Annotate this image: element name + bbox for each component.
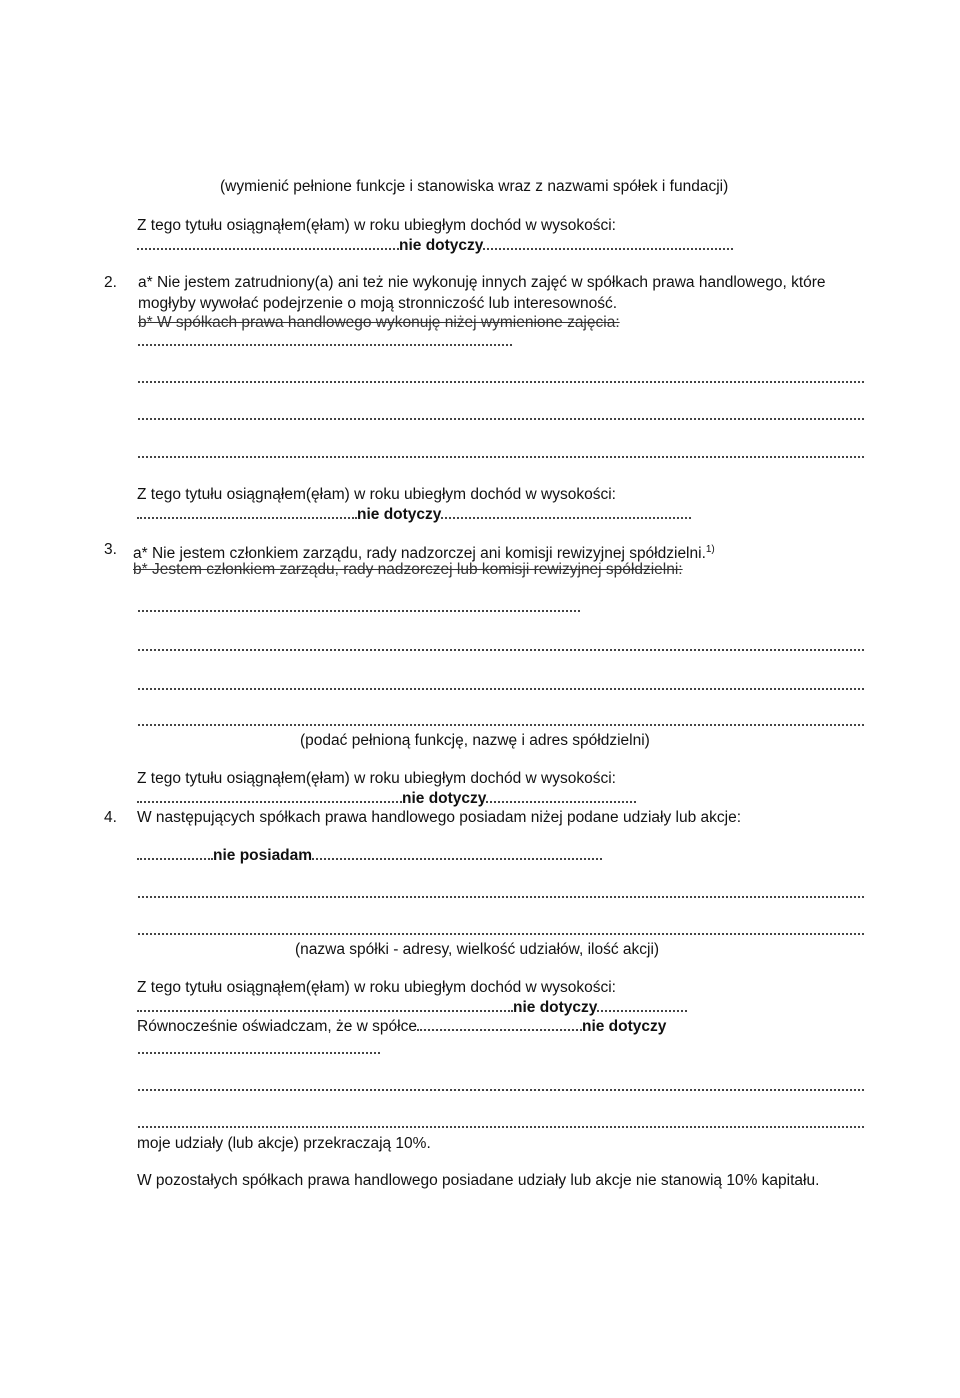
company-note: (nazwa spółki - adresy, wielkość udziałów, ilość akcji) (295, 941, 660, 958)
holdings-line (137, 846, 602, 866)
section-2-number: 2. (104, 274, 117, 291)
dotted-fill (312, 854, 602, 860)
functions-note: (wymienić pełnione funkcje i stanowiska wraz z nazwami spółek i fundacji) (220, 178, 729, 195)
dotted-fill (486, 797, 636, 803)
income-line-3 (137, 789, 636, 809)
income-line-1 (137, 236, 733, 256)
blank-line (138, 418, 864, 420)
blank-line (138, 649, 864, 651)
income-value-2: nie dotyczy (357, 506, 442, 523)
section-3-b-struck: b* Jestem członkiem zarządu, rady nadzorczej lub komisji rewizyjnej spółdzielni: (133, 561, 683, 578)
blank-line (138, 1089, 864, 1091)
blank-line (138, 610, 580, 612)
remaining-line: W pozostałych spółkach prawa handlowego posiadane udziały lub akcje nie stanowią 10% kapitału. (137, 1172, 820, 1189)
cooperative-note: (podać pełnioną funkcję, nazwę i adres spółdzielni) (300, 732, 650, 749)
section-2-b-struck: b* W spółkach prawa handlowego wykonuję niżej wymienione zajęcia: (138, 314, 620, 331)
income-value-1: nie dotyczy (399, 237, 484, 254)
blank-line (138, 344, 512, 346)
dotted-fill (441, 513, 691, 519)
dotted-fill (137, 244, 399, 250)
income-value-4: nie dotyczy (513, 999, 598, 1016)
blank-line (138, 456, 864, 458)
dotted-fill (137, 1006, 513, 1012)
income-line-2 (137, 505, 691, 525)
income-label-1: Z tego tytułu osiągnąłem(ęłam) w roku ubiegłym dochód w wysokości: (137, 217, 616, 234)
statement-line (137, 1017, 666, 1037)
section-2-a-line1: a* Nie jestem zatrudniony(a) ani też nie wykonuję innych zajęć w spółkach prawa handlowego, które (138, 274, 826, 291)
income-label-2: Z tego tytułu osiągnąłem(ęłam) w roku ubiegłym dochód w wysokości: (137, 486, 616, 503)
blank-line (138, 933, 864, 935)
income-line-4 (137, 998, 687, 1018)
blank-line (138, 381, 864, 383)
blank-line (138, 1126, 864, 1128)
blank-line (138, 896, 864, 898)
income-label-4: Z tego tytułu osiągnąłem(ęłam) w roku ubiegłym dochód w wysokości: (137, 979, 616, 996)
dotted-fill (137, 513, 357, 519)
footnote-marker: 1) (705, 544, 715, 555)
dotted-fill (137, 797, 402, 803)
section-4-line: W następujących spółkach prawa handlowego posiadam niżej podane udziały lub akcje: (137, 809, 742, 826)
holdings-value: nie posiadam (213, 847, 313, 864)
section-3-number: 3. (104, 541, 117, 558)
statement-value: nie dotyczy (581, 1018, 667, 1035)
dotted-fill (597, 1006, 687, 1012)
section-2-a-line2: mogłyby wywołać podejrzenie o moją stronniczość lub interesowność. (138, 295, 618, 312)
dotted-fill (417, 1025, 582, 1031)
income-value-3: nie dotyczy (402, 790, 487, 807)
dotted-fill (137, 854, 213, 860)
blank-line (138, 1052, 380, 1054)
statement-label: Równocześnie oświadczam, że w spółce (137, 1018, 417, 1035)
blank-line (138, 688, 864, 690)
exceed-line: moje udziały (lub akcje) przekraczają 10%. (137, 1135, 431, 1152)
section-4-number: 4. (104, 809, 117, 826)
income-label-3: Z tego tytułu osiągnąłem(ęłam) w roku ubiegłym dochód w wysokości: (137, 770, 616, 787)
blank-line (138, 724, 864, 726)
dotted-fill (483, 244, 733, 250)
section-3-a-text: a* Nie jestem członkiem zarządu, rady nadzorczej ani komisji rewizyjnej spółdzielni. (133, 545, 706, 563)
